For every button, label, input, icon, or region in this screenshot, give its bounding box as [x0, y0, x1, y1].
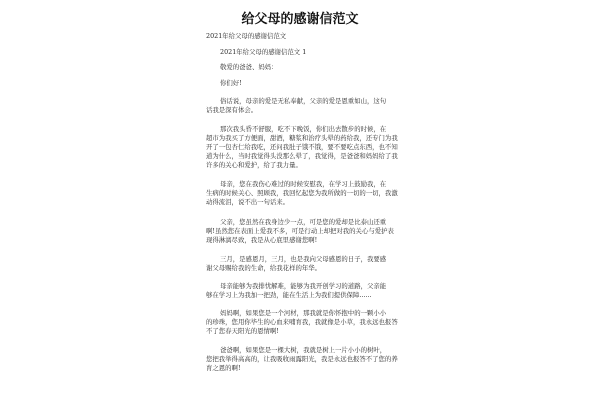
body-line: 道为什么，当时我觉得头没那么晕了，我觉得，是爸爸和妈妈给了我 [206, 152, 398, 160]
body-line: 母亲能够为我排忧解难，能够为我开创学习的道路，父亲能 [220, 282, 387, 290]
body-line: 爸爸啊，如果您是一棵大树，我就是树上一片小小的树叶， [220, 346, 387, 354]
body-line: 动得流泪，说不出一句话来。 [206, 198, 290, 206]
body-line: 许多的关心和爱护，给了我力量。 [206, 161, 302, 169]
body-line: 三月，是感恩月，三月，也是我向父母感恩的日子，我要感 [220, 255, 387, 263]
body-line: 谢父母赐给我的生命，给我花样的年华。 [206, 264, 322, 272]
body-line: 妈妈啊，如果您是一个河材，那我就是你怀抱中的一颗小小 [220, 309, 387, 317]
body-line: 不了您春天阳光的恩情啊! [206, 327, 279, 335]
body-line: 俗话说，母亲的爱是无私奉献，父亲的爱是恩重如山，这句 [220, 97, 387, 105]
body-line: 母亲，您在我伤心难过的时候安慰我，在学习上鼓励我，在 [220, 180, 387, 188]
body-line: 的珍珠，您用你毕生的心血来哺育我，我就像是小草，我永远也报答 [206, 318, 398, 326]
document-subheading: 2021年给父母的感谢信范文 1 [220, 48, 307, 56]
body-line: 父亲，您虽然在我身边少一点，可是您的爱却是比泰山还重 [220, 218, 387, 226]
body-line: 啊!虽然您在表面上爱我不多，可是行动上却把对我的关心与爱护表 [206, 227, 394, 235]
salutation: 敬爱的爸爸、妈妈： [220, 63, 278, 71]
greeting: 你们好! [220, 79, 242, 87]
document-title: 给父母的感谢信范文 [241, 12, 359, 27]
document-subtitle: 2021年给父母的感谢信范文 [206, 32, 287, 40]
body-line: 生病的时候关心、照顾我，我回忆起您为我所做的一切的一切，我激 [206, 189, 398, 197]
body-line: 够在学习上为我加一把劲，能在生活上为我们提供保障...... [206, 291, 372, 299]
body-line: 您把我举得高高的，让我吸收雨露阳光，我是永远也报答不了您的养 [206, 355, 398, 363]
body-line: 话我是深有体会。 [206, 106, 258, 114]
body-line: 那次我头昏不舒服，吃不下晚饭，你们出去散步的时候，在 [220, 125, 387, 133]
body-line: 超市为我买了方便面，甜酒，糖浆和治疗头晕的药给我，还专门为我 [206, 134, 398, 142]
body-line: 开了一包杏仁给我吃，还问我肚子饿不饿，要不要吃点东西，也不知 [206, 143, 398, 151]
body-line: 育之恩的啊! [206, 364, 241, 372]
body-line: 现得淋漓尽致，我是从心底里感谢您啊! [206, 236, 318, 244]
